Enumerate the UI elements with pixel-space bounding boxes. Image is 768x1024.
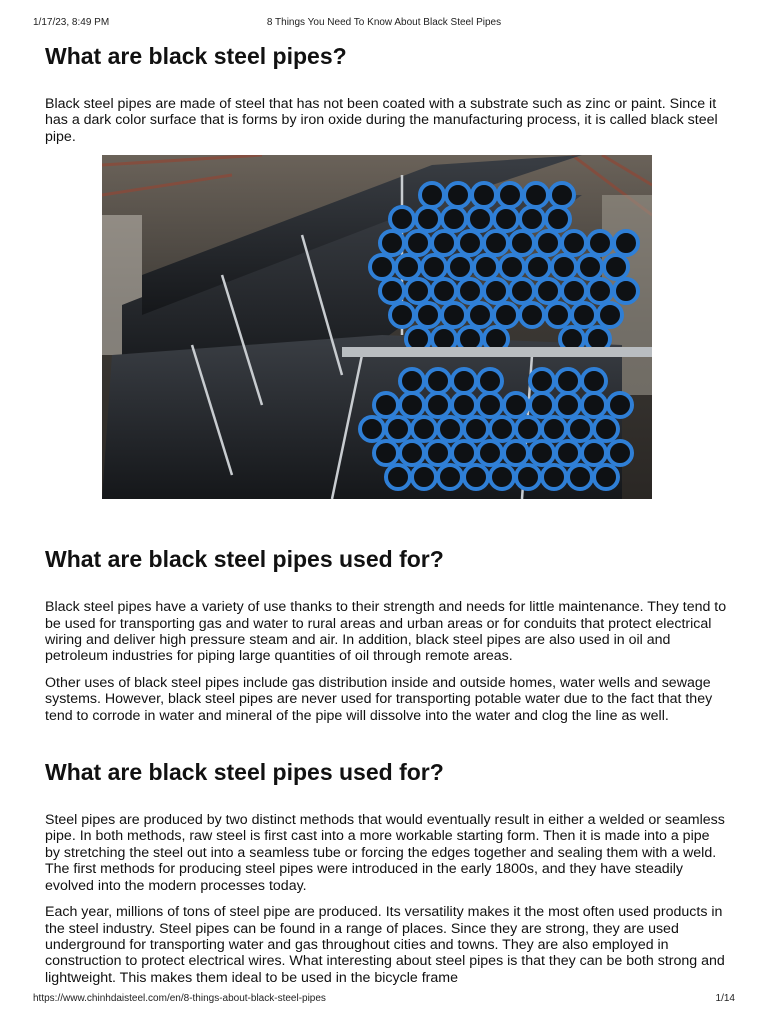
article-content	[45, 36, 728, 996]
section-heading-1: What are black steel pipes?	[45, 43, 347, 69]
section-1-paragraph-1: Black steel pipes are made of steel that has not been coated with a substrate such as zinc or paint. Since it has a dark color surface that is forms by iron oxide during the manufacturing process, it is called black steel pipe.	[45, 96, 718, 145]
print-footer	[33, 993, 735, 1007]
page-url: https://www.chinhdaisteel.com/en/8-things-about-black-steel-pipes	[33, 993, 326, 1004]
page-number: 1/14	[715, 993, 735, 1004]
section-3-paragraph-2: Each year, millions of tons of steel pipe are produced. Its versatility makes it the most often used products in the steel industry. Steel pipes can be found in a range of places. Since they are strong, they are used underground for transporting water and gas throughout cities and towns. They are also employed in construction to protect electrical wires. What interesting about steel pipes is that they can be both strong and lightweight. This makes them ideal to be used in the bicycle frame	[45, 904, 725, 986]
section-2-paragraph-2: Other uses of black steel pipes include gas distribution inside and outside homes, water wells and sewage systems. However, black steel pipes are never used for transporting potable water due to the fact that they tend to corrode in water and mineral of the pipe will dissolve into the water and clog the line as well.	[45, 674, 713, 724]
document-title: 8 Things You Need To Know About Black Steel Pipes	[266, 17, 502, 28]
section-3-paragraph-1: Steel pipes are produced by two distinct methods that would eventually result in either a welded or seamless pipe. In both methods, raw steel is first cast into a more workable starting form. Then it is made into a pipe by stretching the steel out into a seamless tube or forcing the edges together and sealing them with a weld. The first methods for producing steel pipes were introduced in the early 1800s, and they have steadily evolved into the modern processes today.	[45, 812, 725, 894]
black-steel-pipes-photo	[102, 155, 652, 499]
section-heading-2: What are black steel pipes used for?	[45, 546, 444, 573]
section-2-paragraph-1: Black steel pipes have a variety of use thanks to their strength and needs for little maintenance. They tend to be used for transporting gas and water to rural areas and urban areas or for conduits that protect electrical wiring and deliver high pressure steam and air. In addition, black steel pipes are also used in oil and petroleum industries for piping large quantities of oil through remote areas.	[45, 599, 727, 665]
print-header	[33, 17, 735, 31]
section-heading-3: What are black steel pipes used for?	[45, 759, 444, 786]
print-date: 1/17/23, 8:49 PM	[33, 17, 110, 28]
